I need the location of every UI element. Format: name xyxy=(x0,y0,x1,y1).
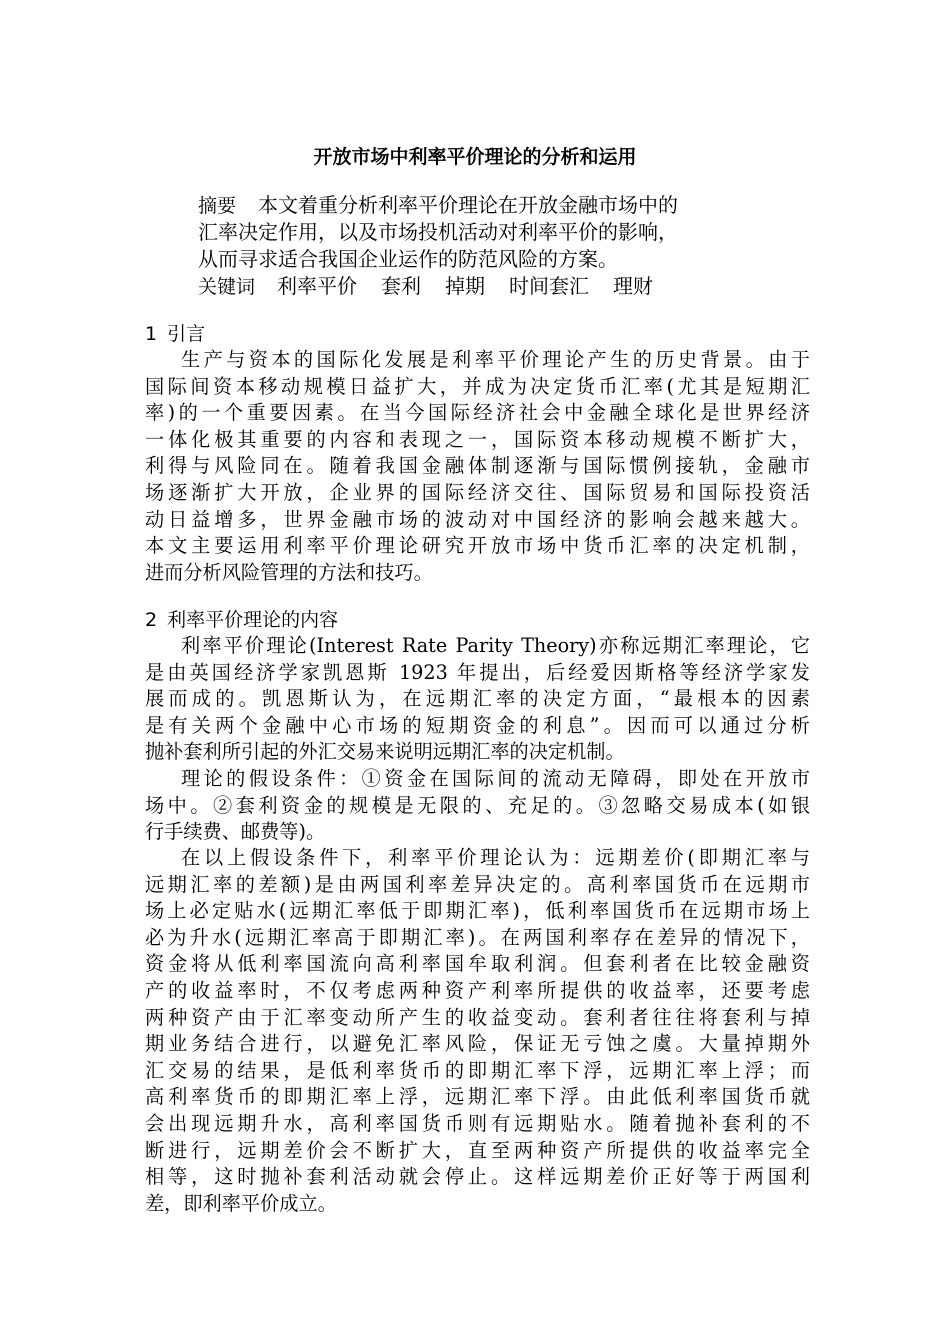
section-title: 利率平价理论的内容 xyxy=(167,609,339,631)
keyword: 利率平价 xyxy=(277,274,358,298)
text-line: 国际间资本移动规模日益扩大，并成为决定货币汇率(尤其是短期汇 xyxy=(145,374,810,398)
text-line: 资金将从低利率国流向高利率国牟取利润。但套利者在比较金融资 xyxy=(145,952,810,976)
paragraph xyxy=(145,347,810,586)
paragraph xyxy=(145,633,810,766)
text-line: 理论的假设条件：①资金在国际间的流动无障碍，即处在开放市 xyxy=(181,767,810,790)
text-line: 抛补套利所引起的外汇交易来说明远期汇率的决定机制。 xyxy=(145,740,625,764)
text-line: 率)的一个重要因素。在当今国际经济社会中金融全球化是世界经济 xyxy=(145,401,810,425)
paragraph xyxy=(145,845,810,1217)
text-line: 断进行，远期差价会不断扩大，直至两种资产所提供的收益率完全 xyxy=(145,1138,810,1162)
text-line: 进而分析风险管理的方法和技巧。 xyxy=(145,560,433,584)
text-line: 场逐渐扩大开放，企业界的国际经济交往、国际贸易和国际投资活 xyxy=(145,480,810,504)
keywords-line xyxy=(198,273,758,300)
text-line: 在以上假设条件下，利率平价理论认为：远期差价(即期汇率与 xyxy=(181,846,810,869)
section-title: 引言 xyxy=(167,323,206,345)
abstract-text: 从而寻求适合我国企业运作的防范风险的方案。 xyxy=(198,247,618,271)
text-line: 两种资产由于汇率变动所产生的收益变动。套利者往往将套利与掉 xyxy=(145,1005,810,1029)
text-line: 高利率货币的即期汇率上浮，远期汇率下浮。由此低利率国货币就 xyxy=(145,1085,810,1109)
section-number: 1 xyxy=(145,323,158,345)
text-line: 生产与资本的国际化发展是利率平价理论产生的历史背景。由于 xyxy=(181,348,810,371)
text-line: 一体化极其重要的内容和表现之一，国际资本移动规模不断扩大， xyxy=(145,427,810,451)
text-line: 会出现远期升水，高利率国货币则有远期贴水。随着抛补套利的不 xyxy=(145,1111,810,1135)
section-heading xyxy=(145,607,338,633)
abstract-line xyxy=(198,219,758,246)
abstract-text: 汇率决定作用，以及市场投机活动对利率平价的影响， xyxy=(198,220,678,244)
text-line: 必为升水(远期汇率高于即期汇率)。在两国利率存在差异的情况下， xyxy=(145,925,810,949)
abstract-label: 摘要 xyxy=(198,195,237,217)
text-line: 本文主要运用利率平价理论研究开放市场中货币汇率的决定机制， xyxy=(145,534,810,558)
text-line: 是有关两个金融中心市场的短期资金的利息”。因而可以通过分析 xyxy=(145,713,810,737)
text-line: 期业务结合进行，以避免汇率风险，保证无亏蚀之虞。大量掉期外 xyxy=(145,1032,810,1056)
abstract-block xyxy=(198,192,758,300)
text-line: 场中。②套利资金的规模是无限的、充足的。③忽略交易成本(如银 xyxy=(145,793,810,817)
paragraph xyxy=(145,766,810,846)
document-title: 开放市场中利率平价理论的分析和运用 xyxy=(313,146,637,168)
text-line: 行手续费、邮费等)。 xyxy=(145,820,326,844)
keyword: 掉期 xyxy=(445,274,486,298)
keyword: 理财 xyxy=(613,274,654,298)
text-line: 展而成的。凯恩斯认为，在远期汇率的决定方面，“最根本的因素 xyxy=(145,687,810,711)
abstract-text: 本文着重分析利率平价理论在开放金融市场中的 xyxy=(258,193,679,217)
text-line: 利率平价理论(Interest Rate Parity Theory)亦称远期汇率理论，它 xyxy=(181,634,810,657)
text-line: 相等，这时抛补套利活动就会停止。这样远期差价正好等于两国利 xyxy=(145,1165,810,1189)
text-line: 汇交易的结果，是低利率货币的即期汇率下浮，远期汇率上浮；而 xyxy=(145,1058,810,1082)
text-line: 是由英国经济学家凯恩斯 1923 年提出，后经爱因斯格等经济学家发 xyxy=(145,660,810,684)
text-line: 远期汇率的差额)是由两国利率差异决定的。高利率国货币在远期市 xyxy=(145,872,810,896)
text-line: 场上必定贴水(远期汇率低于即期汇率)，低利率国货币在远期市场上 xyxy=(145,899,810,923)
keywords-label: 关键词 xyxy=(198,276,256,298)
section-heading xyxy=(145,321,205,347)
text-line: 产的收益率时，不仅考虑两种资产利率所提供的收益率，还要考虑 xyxy=(145,978,810,1002)
keyword: 套利 xyxy=(381,274,422,298)
abstract-line xyxy=(198,192,758,219)
text-line: 差，即利率平价成立。 xyxy=(145,1191,337,1215)
abstract-line xyxy=(198,246,758,273)
section-number: 2 xyxy=(145,609,158,631)
keyword: 时间套汇 xyxy=(509,274,590,298)
text-line: 动日益增多，世界金融市场的波动对中国经济的影响会越来越大。 xyxy=(145,507,810,531)
text-line: 利得与风险同在。随着我国金融体制逐渐与国际惯例接轨，金融市 xyxy=(145,454,810,478)
